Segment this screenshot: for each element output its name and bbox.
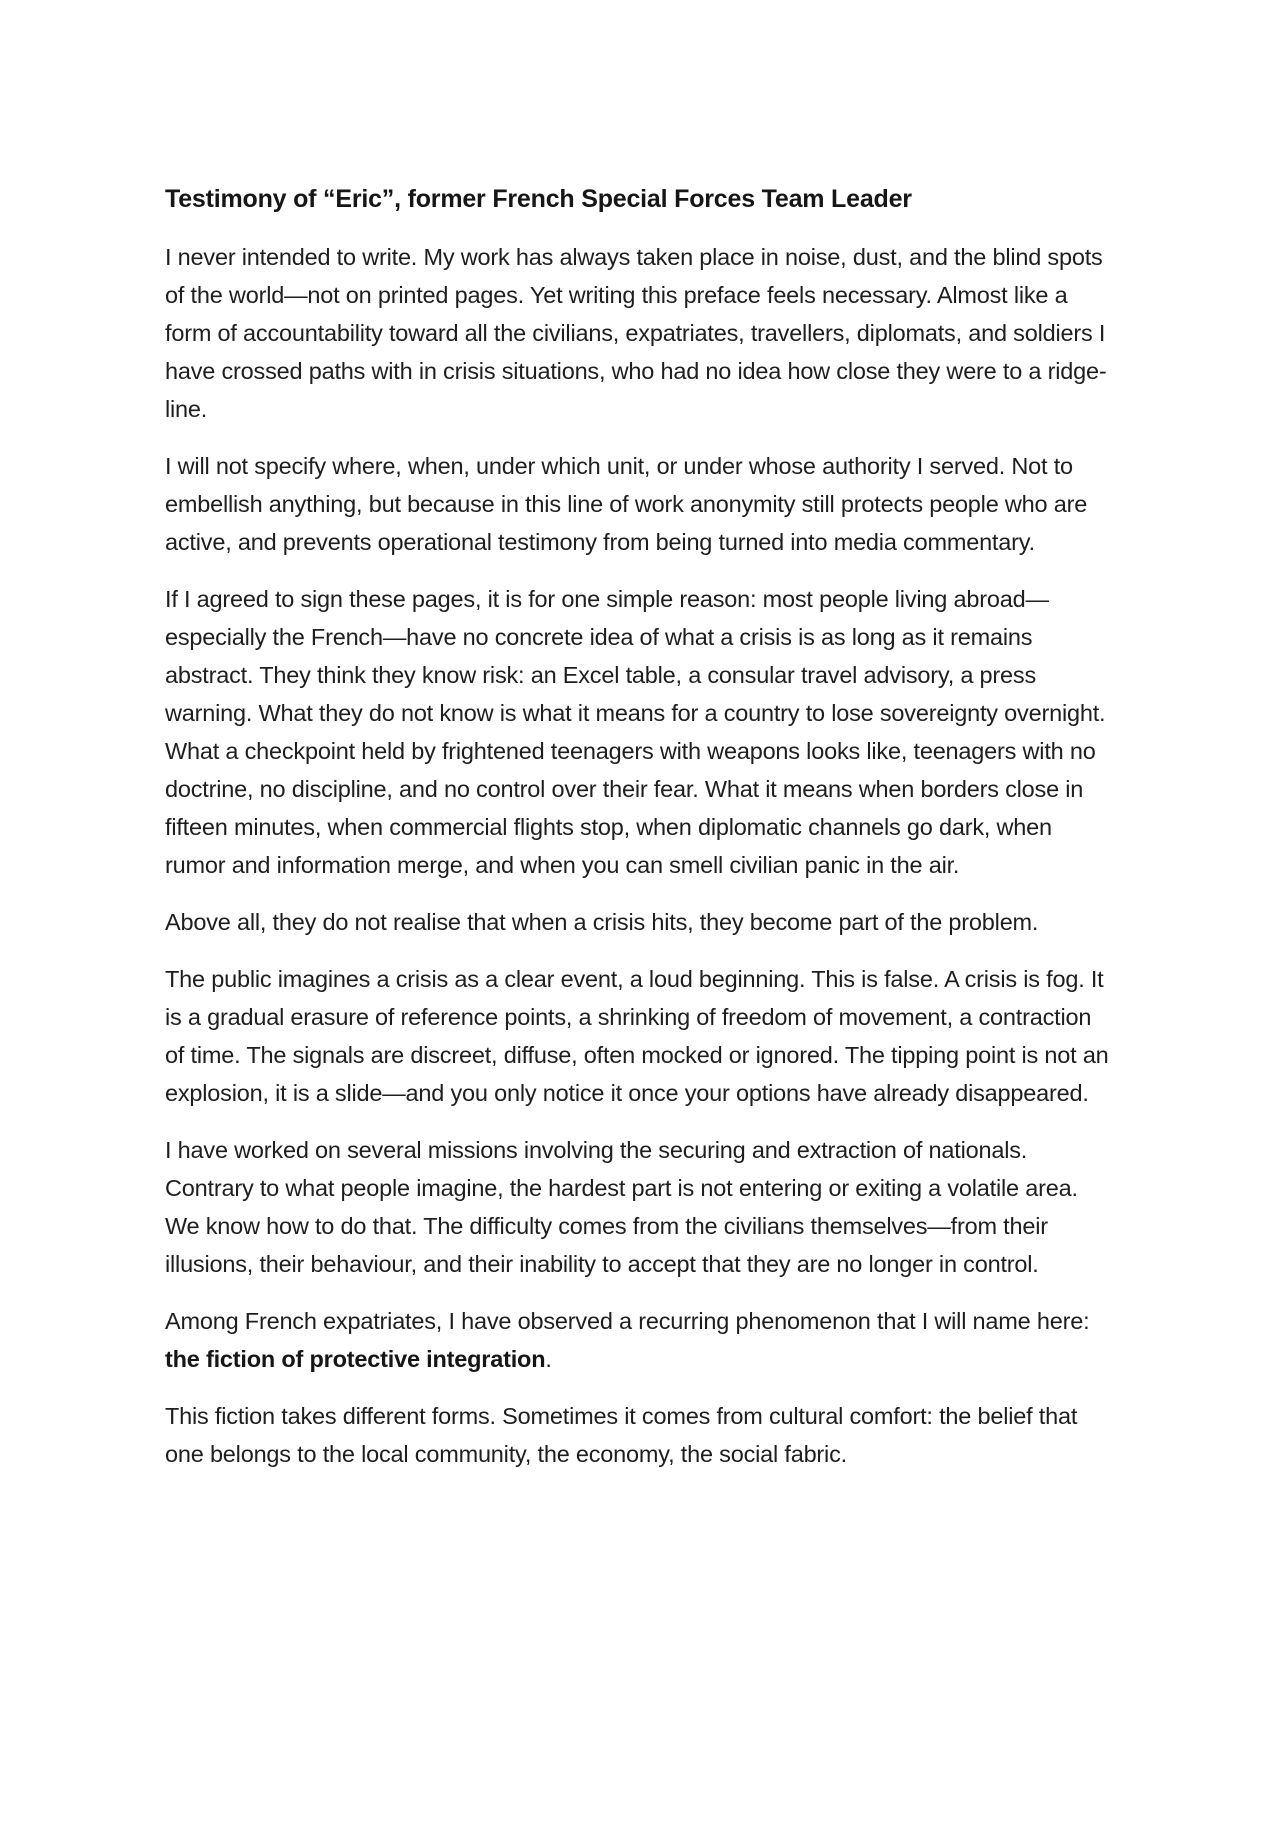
paragraph-fiction-lead: Among French expatriates, I have observed a recurring phenomenon that I will name here: (165, 1308, 1090, 1334)
emphasized-phrase: the fiction of protective integration (165, 1346, 546, 1372)
paragraph-fiction-tail: . (545, 1346, 552, 1372)
paragraph-anonymity: I will not specify where, when, under which unit, or under whose authority I served. Not to embellish anything, but because in this line of work anonymity still protects people who are active, and prevents operational testimony from being turned into media commentary. (165, 453, 1088, 555)
paragraph-missions: I have worked on several missions involving the securing and extraction of nationals. Contrary to what people imagine, the hardest part is not entering or exiting a volatile area. We know how to do that. The difficulty comes from the civilians themselves—from their illusions, their behaviour, and their inability to accept that they are no longer in control. (165, 1137, 1078, 1277)
paragraph-fiction (165, 1302, 1112, 1378)
document-title: Testimony of “Eric”, former French Special Forces Team Leader (165, 185, 912, 213)
paragraph-intro: I never intended to write. My work has always taken place in noise, dust, and the blind spots of the world—not on printed pages. Yet writing this preface feels necessary. Almost like a form of accountability toward all the civilians, expatriates, travellers, diplomats, and soldiers I have crossed paths with in crisis situations, who had no idea how close they were to a ridge-line. (165, 244, 1107, 422)
paragraph-crisis-fog: The public imagines a crisis as a clear event, a loud beginning. This is false. A crisis is fog. It is a gradual erasure of reference points, a shrinking of freedom of movement, a contraction of time. The signals are discreet, diffuse, often mocked or ignored. The tipping point is not an explosion, it is a slide—and you only notice it once your options have already disappeared. (165, 966, 1109, 1106)
paragraph-reason: If I agreed to sign these pages, it is for one simple reason: most people living abroad—especially the French—have no concrete idea of what a crisis is as long as it remains abstract. They think they know risk: an Excel table, a consular travel advisory, a press warning. What they do not know is what it means for a country to lose sovereignty overnight. What a checkpoint held by frightened teenagers with weapons looks like, teenagers with no doctrine, no discipline, and no control over their fear. What it means when borders close in fifteen minutes, when commercial flights stop, when diplomatic channels go dark, when rumor and information merge, and when you can smell civilian panic in the air. (165, 586, 1106, 878)
paragraph-problem: Above all, they do not realise that when a crisis hits, they become part of the problem. (165, 909, 1039, 935)
paragraph-fiction-forms: This fiction takes different forms. Sometimes it comes from cultural comfort: the belief that one belongs to the local community, the economy, the social fabric. (165, 1403, 1078, 1467)
